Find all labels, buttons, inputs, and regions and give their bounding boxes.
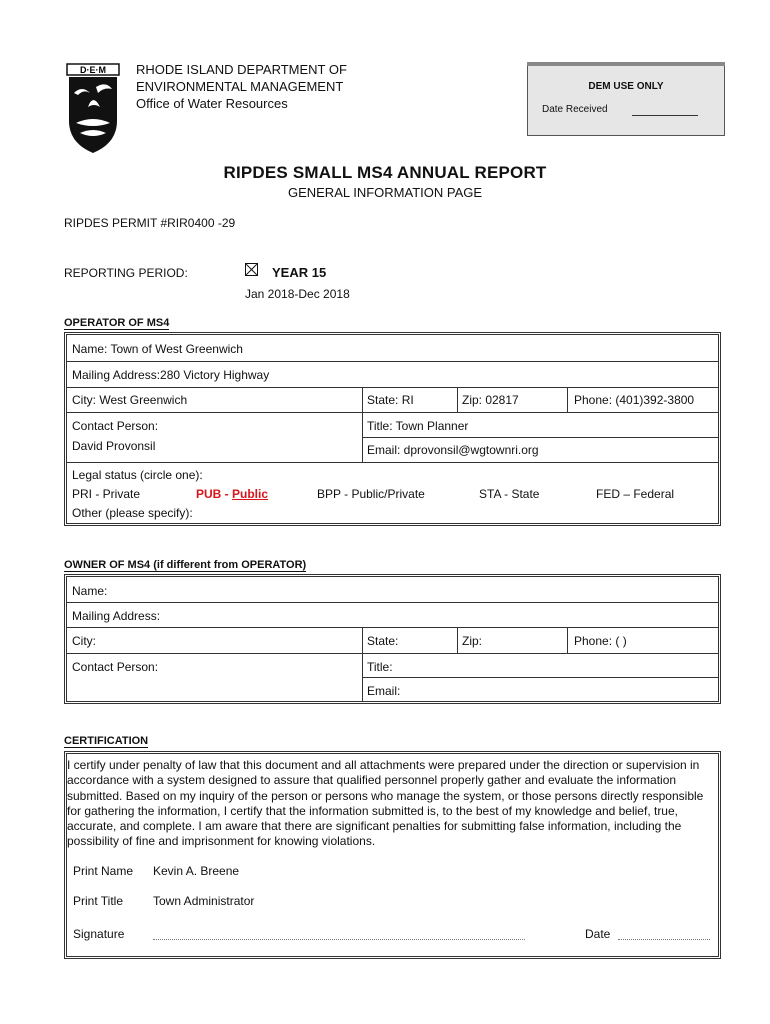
operator-email-field[interactable]: Email: dprovonsil@wgtownri.org (367, 443, 539, 457)
owner-name-row (67, 577, 718, 603)
legal-sta-option[interactable]: STA - State (479, 487, 540, 501)
operator-phone-field[interactable]: Phone: (401)392-3800 (574, 393, 695, 407)
owner-heading (64, 559, 306, 571)
legal-status-label: Legal status (circle one): (72, 468, 203, 482)
operator-zip-cell (457, 387, 568, 412)
operator-phone-cell (567, 387, 718, 412)
owner-title-email-cell (362, 653, 718, 701)
reporting-year: YEAR 15 (272, 265, 327, 280)
date-field[interactable] (618, 939, 710, 940)
operator-state-field[interactable]: State: RI (367, 393, 414, 407)
signature-label: Signature (73, 927, 125, 941)
legal-pub-code: PUB (196, 487, 222, 501)
dem-use-only-box (527, 62, 725, 136)
certification-statement: I certify under penalty of law that this document and all attachments were prepared under the direction or supervision in accordance with a system designed to assure that qualified personnel properly gather and evaluate the information submitted. Based on my inquiry of the person or persons who manage the system, or those persons directly responsible for gathering the information, I certify that the information submitted is, to the best of my knowledge and belief, true, accurate, and complete. I am aware that there are significant penalties for submitting false information, including the possibility of fine and imprisonment for knowing violations. (67, 758, 704, 849)
owner-phone-field[interactable]: Phone: ( ) (574, 634, 627, 648)
owner-section (64, 574, 721, 704)
print-name-value[interactable]: Kevin A. Breene (153, 864, 240, 878)
date-received-field[interactable] (632, 115, 698, 116)
year-checkbox[interactable] (245, 263, 258, 276)
cell-divider (363, 437, 718, 438)
legal-fed-option[interactable]: FED – Federal (596, 487, 675, 501)
owner-title-field[interactable]: Title: (367, 660, 393, 674)
owner-zip-field[interactable]: Zip: (462, 634, 483, 648)
certification-heading-text: CERTIFICATION (64, 735, 149, 747)
report-subtitle: GENERAL INFORMATION PAGE (287, 185, 483, 200)
operator-heading (64, 317, 169, 329)
legal-pri-option[interactable]: PRI - Private (72, 487, 141, 501)
operator-mailing-field[interactable]: Mailing Address:280 Victory Highway (72, 368, 270, 382)
dem-use-only-label: DEM USE ONLY (588, 81, 664, 92)
dem-logo (66, 63, 120, 155)
report-title: RIPDES SMALL MS4 ANNUAL REPORT (223, 163, 547, 182)
owner-mailing-field[interactable]: Mailing Address: (72, 609, 161, 623)
reporting-period-label: REPORTING PERIOD: (64, 266, 188, 280)
print-title-label: Print Title (73, 894, 124, 908)
operator-zip-field[interactable]: Zip: 02817 (462, 393, 519, 407)
operator-section (64, 332, 721, 526)
operator-mailing-row (67, 361, 718, 388)
reporting-dates: Jan 2018-Dec 2018 (245, 287, 350, 301)
box-top-border (527, 62, 725, 66)
owner-mailing-row (67, 602, 718, 628)
operator-name-field[interactable]: Name: Town of West Greenwich (72, 342, 243, 356)
owner-email-field[interactable]: Email: (367, 684, 401, 698)
print-title-value[interactable]: Town Administrator (153, 894, 255, 908)
owner-contact-field[interactable]: Contact Person: (72, 660, 159, 674)
operator-contact-name[interactable]: David Provonsil (72, 439, 156, 453)
permit-number: RIPDES PERMIT #RIR0400 -29 (64, 216, 236, 230)
agency-name-line2: ENVIRONMENTAL MANAGEMENT (136, 79, 344, 94)
operator-contact-row (67, 412, 718, 463)
operator-name-row (67, 335, 718, 362)
operator-contact-label: Contact Person: (72, 419, 159, 433)
legal-bpp-option[interactable]: BPP - Public/Private (317, 487, 425, 501)
owner-zip-cell (457, 627, 568, 653)
operator-title-field[interactable]: Title: Town Planner (367, 419, 469, 433)
legal-pub-separator: - (221, 487, 233, 501)
owner-state-field[interactable]: State: (367, 634, 399, 648)
certification-heading (64, 735, 148, 747)
date-label: Date (585, 927, 611, 941)
owner-contact-row (67, 653, 718, 701)
owner-state-cell (362, 627, 458, 653)
operator-city-field[interactable]: City: West Greenwich (72, 393, 188, 407)
owner-heading-text: OWNER OF MS4 (if different from OPERATOR) (64, 559, 307, 571)
legal-other-field[interactable]: Other (please specify): (72, 506, 193, 520)
signature-field[interactable] (153, 939, 525, 940)
date-received-label: Date Received (542, 104, 608, 115)
print-name-label: Print Name (73, 864, 134, 878)
cell-divider (363, 677, 718, 678)
operator-city-row (67, 387, 718, 413)
operator-title-email-cell (362, 412, 718, 462)
agency-name-line1: RHODE ISLAND DEPARTMENT OF (136, 62, 347, 77)
owner-name-field[interactable]: Name: (72, 584, 108, 598)
legal-pub-text: Public (232, 487, 269, 501)
operator-legal-status (67, 462, 718, 523)
legal-pub-option[interactable] (196, 487, 268, 501)
owner-city-field[interactable]: City: (72, 634, 96, 648)
operator-heading-text: OPERATOR OF MS4 (64, 317, 170, 329)
agency-office: Office of Water Resources (136, 96, 288, 111)
svg-text:D·E·M: D·E·M (80, 65, 106, 75)
owner-city-row (67, 627, 718, 654)
owner-phone-cell (567, 627, 718, 653)
operator-state-cell (362, 387, 458, 412)
